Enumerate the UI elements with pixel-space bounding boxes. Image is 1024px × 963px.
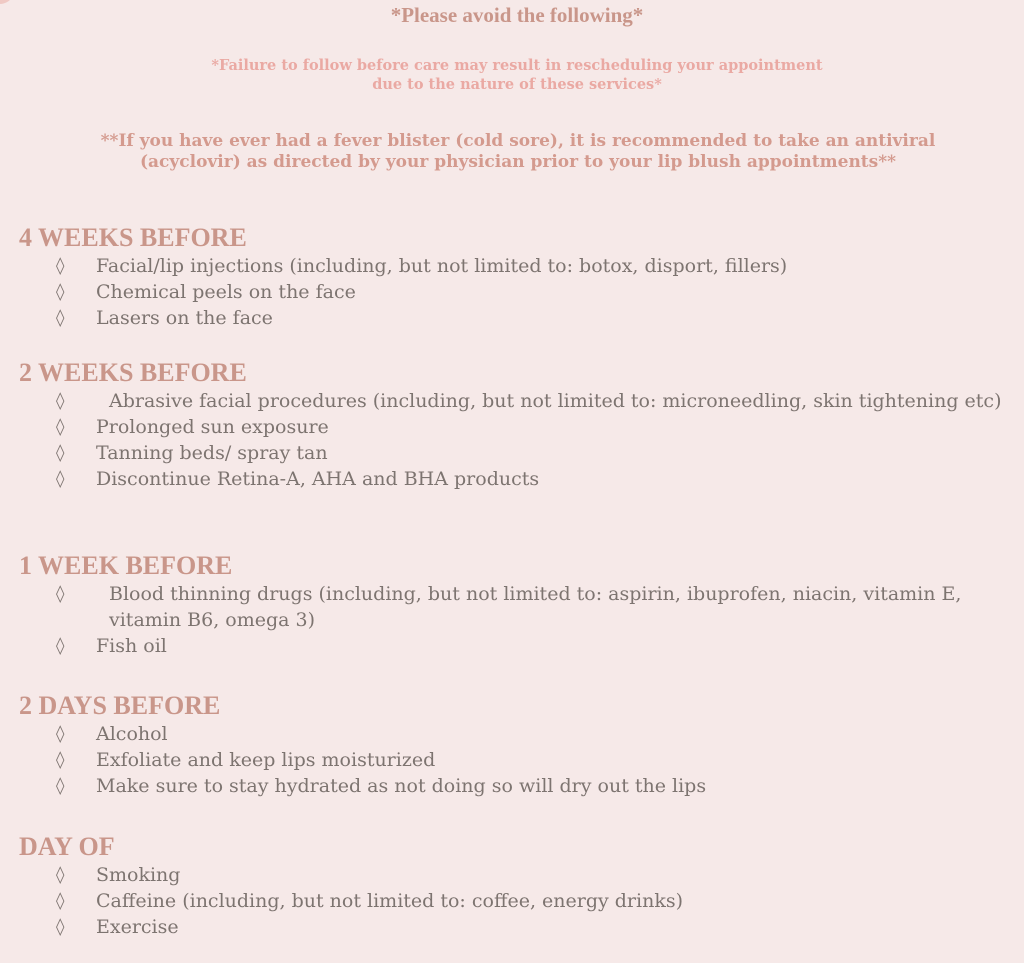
avoid-list bbox=[19, 721, 1024, 799]
failure-note-line-2: due to the nature of these services* bbox=[372, 76, 662, 93]
diamond-bullet-icon: ◊ bbox=[56, 443, 65, 463]
list-item: ◊ Lasers on the face bbox=[56, 307, 273, 329]
avoid-list bbox=[19, 388, 1024, 492]
section-heading: 1 WEEK BEFORE bbox=[19, 551, 233, 580]
failure-note-line-1: *Failure to follow before care may result in rescheduling your appointment bbox=[211, 57, 823, 74]
page-title: *Please avoid the following* bbox=[390, 3, 644, 27]
list-item: ◊ Fish oil bbox=[56, 635, 167, 657]
diamond-bullet-icon: ◊ bbox=[56, 724, 65, 744]
list-item: ◊ Discontinue Retina-A, AHA and BHA products bbox=[56, 468, 540, 490]
diamond-bullet-icon: ◊ bbox=[56, 256, 65, 276]
section-1-week-before bbox=[19, 551, 1024, 659]
section-heading: DAY OF bbox=[19, 832, 115, 861]
diamond-bullet-icon: ◊ bbox=[56, 469, 65, 489]
list-item: ◊ Blood thinning drugs (including, but not limited to: aspirin, ibuprofen, niacin, vitamin E, vitamin B6, omega 3) bbox=[56, 583, 962, 631]
section-heading: 4 WEEKS BEFORE bbox=[19, 223, 247, 252]
section-2-weeks-before bbox=[19, 358, 1024, 492]
list-item: ◊ Prolonged sun exposure bbox=[56, 416, 329, 438]
diamond-bullet-icon: ◊ bbox=[56, 584, 65, 604]
diamond-bullet-icon: ◊ bbox=[56, 391, 65, 411]
section-heading: 2 DAYS BEFORE bbox=[19, 691, 221, 720]
diamond-bullet-icon: ◊ bbox=[56, 891, 65, 911]
fever-note-line-1: **If you have ever had a fever blister (cold sore), it is recommended to take an antiviral bbox=[100, 131, 936, 151]
section-2-days-before bbox=[19, 691, 1024, 799]
list-item: ◊ Caffeine (including, but not limited to: coffee, energy drinks) bbox=[56, 890, 683, 912]
list-item: ◊ Chemical peels on the face bbox=[56, 281, 356, 303]
list-item: ◊ Exfoliate and keep lips moisturized bbox=[56, 749, 436, 771]
list-item: ◊ Make sure to stay hydrated as not doing so will dry out the lips bbox=[56, 775, 707, 797]
section-heading: 2 WEEKS BEFORE bbox=[19, 358, 247, 387]
diamond-bullet-icon: ◊ bbox=[56, 308, 65, 328]
diamond-bullet-icon: ◊ bbox=[56, 636, 65, 656]
avoid-list bbox=[19, 581, 1024, 659]
fever-blister-note bbox=[0, 131, 1024, 173]
list-item: ◊ Smoking bbox=[56, 864, 181, 886]
list-item: ◊ Alcohol bbox=[56, 723, 168, 745]
avoid-list bbox=[19, 862, 1024, 940]
diamond-bullet-icon: ◊ bbox=[56, 750, 65, 770]
failure-note bbox=[0, 56, 1024, 94]
list-item: ◊ Abrasive facial procedures (including, but not limited to: microneedling, skin tightening etc) bbox=[56, 390, 1002, 412]
list-item: ◊ Facial/lip injections (including, but not limited to: botox, disport, fillers) bbox=[56, 255, 788, 277]
diamond-bullet-icon: ◊ bbox=[56, 865, 65, 885]
diamond-bullet-icon: ◊ bbox=[56, 282, 65, 302]
avoid-list bbox=[19, 253, 1024, 331]
fever-note-line-2: (acyclovir) as directed by your physician prior to your lip blush appointments** bbox=[139, 152, 897, 172]
list-item: ◊ Tanning beds/ spray tan bbox=[56, 442, 328, 464]
section-day-of bbox=[19, 832, 1024, 940]
diamond-bullet-icon: ◊ bbox=[56, 417, 65, 437]
list-item: ◊ Exercise bbox=[56, 916, 179, 938]
diamond-bullet-icon: ◊ bbox=[56, 917, 65, 937]
section-4-weeks-before bbox=[19, 223, 1024, 331]
diamond-bullet-icon: ◊ bbox=[56, 776, 65, 796]
